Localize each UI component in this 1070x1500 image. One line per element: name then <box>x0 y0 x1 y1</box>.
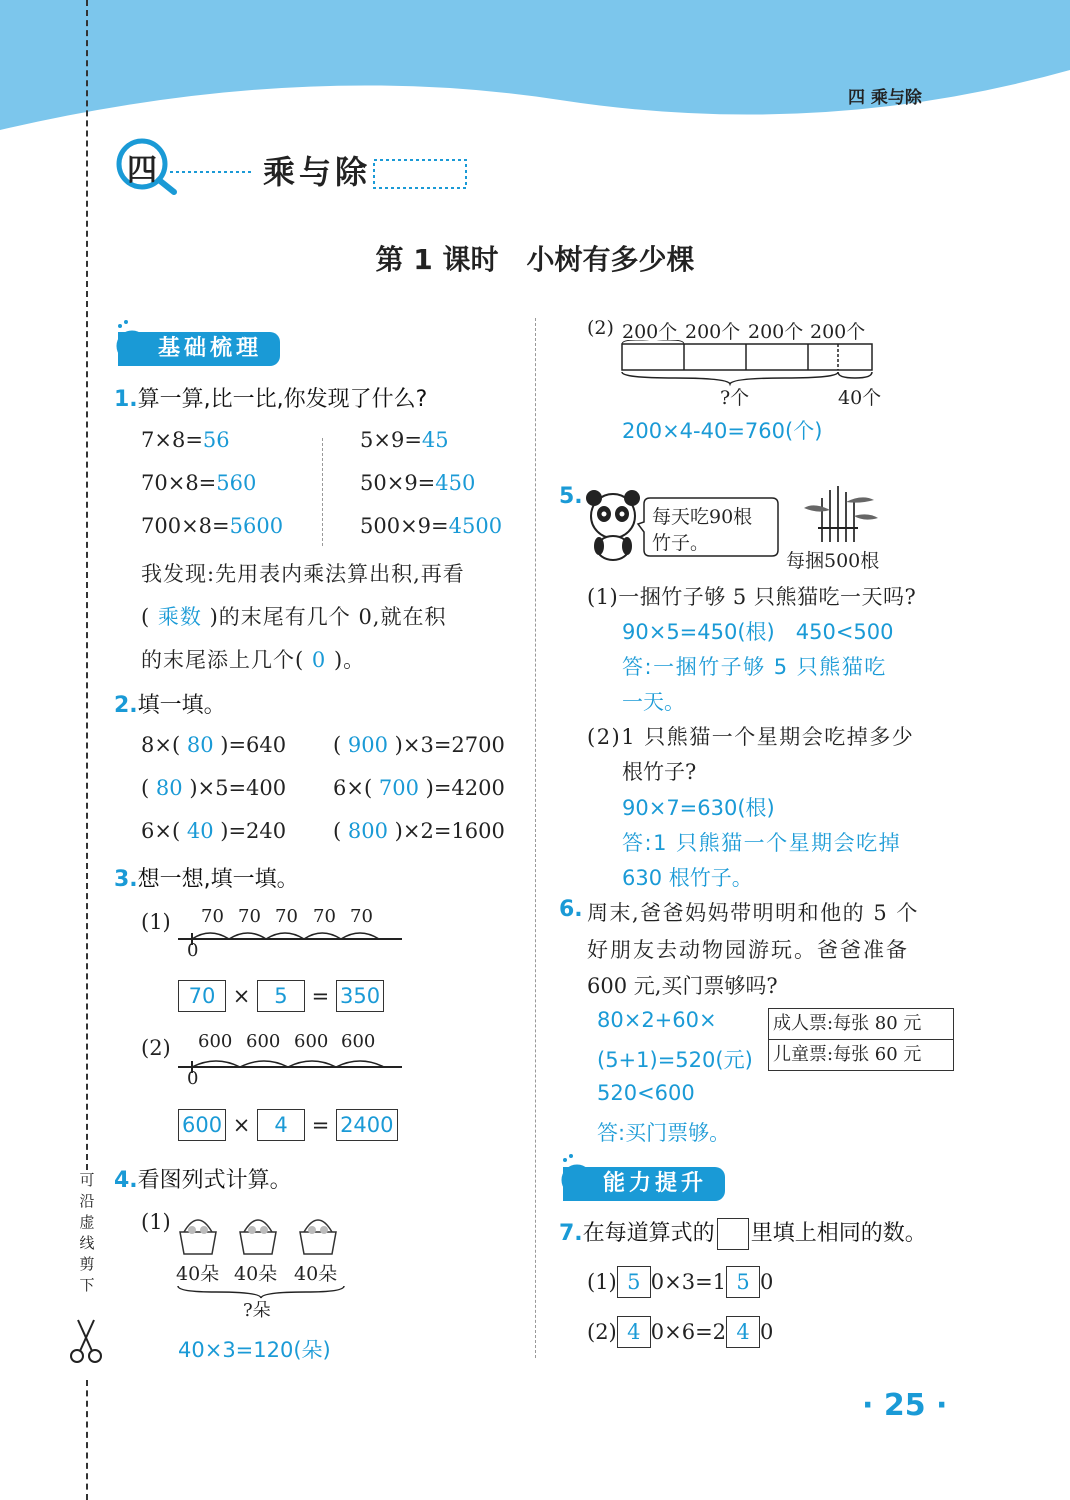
q6-calc-1: 80×2+60× <box>597 1008 717 1032</box>
q3-p1-zero: 0 <box>187 940 199 961</box>
q4-basket-2: 40朵 <box>294 1263 338 1285</box>
q5-s1-answer-1: 答:一捆竹子够 5 只熊猫吃 <box>622 655 887 679</box>
q4-p2-seg-3: 200个 <box>810 321 866 343</box>
q3-p1-label: (1) <box>141 910 171 934</box>
q4-p2-bar <box>620 340 878 388</box>
q3-p1-seg-0: 70 <box>201 906 224 927</box>
header-band <box>0 0 1070 135</box>
q6-text-1: 周末,爸爸妈妈带明明和他的 5 个 <box>587 901 919 925</box>
q5-s1-answer-2: 一天。 <box>622 690 685 714</box>
q3-p1-seg-1: 70 <box>238 906 261 927</box>
section-basic: 基础梳理 <box>118 332 280 366</box>
q5-s2-question-2: 根竹子? <box>622 760 697 784</box>
q2-row-0-left: 8×( 80 )=640 <box>141 733 287 757</box>
q5-s1-question: (1)一捆竹子够 5 只熊猫吃一天吗? <box>587 585 917 609</box>
q1-title: 1.算一算,比一比,你发现了什么? <box>114 387 428 412</box>
q3-p1-seg-4: 70 <box>350 906 373 927</box>
q4-p1-label: (1) <box>141 1210 171 1234</box>
q1-left-0: 7×8=56 <box>141 428 230 452</box>
q6-num: 6. <box>559 897 583 922</box>
q6-price-adult: 成人票:每张 80 元 <box>769 1009 953 1040</box>
flower-basket-icon <box>176 1208 346 1258</box>
q5-bubble-2: 竹子。 <box>652 532 710 554</box>
q6-calc-2: (5+1)=520(元) <box>597 1048 753 1072</box>
q4-p2-seg-1: 200个 <box>685 321 741 343</box>
q3-p2-zero: 0 <box>187 1068 199 1089</box>
q4-total: ?朵 <box>243 1300 271 1321</box>
q2-row-1-right: 6×( 700 )=4200 <box>333 776 505 800</box>
q7-title: 7.在每道算式的 里填上相同的数。 <box>559 1216 927 1250</box>
q6-price-box <box>768 1008 954 1071</box>
unit-num: 四 <box>127 153 157 188</box>
q1-right-1: 50×9=450 <box>360 471 476 495</box>
q1-finding-3: 的末尾添上几个( 0 )。 <box>141 648 366 672</box>
q3-p2-seg-2: 600 <box>294 1031 329 1052</box>
unit-title: 乘与除 <box>263 153 372 191</box>
q4-p2-part: 40个 <box>838 387 882 409</box>
q3-p1-seg-3: 70 <box>313 906 336 927</box>
q4-title: 4.看图列式计算。 <box>114 1168 292 1193</box>
q5-s2-question-1: (2)1 只熊猫一个星期会吃掉多少 <box>587 725 915 749</box>
q4-p1-answer: 40×3=120(朵) <box>178 1338 331 1362</box>
q4-basket-1: 40朵 <box>234 1263 278 1285</box>
cut-line <box>86 0 88 1170</box>
q6-text-2: 好朋友去动物园游玩。爸爸准备 <box>587 938 909 962</box>
q1-right-2: 500×9=4500 <box>360 514 503 538</box>
page-number: · 25 · <box>862 1388 948 1423</box>
q5-s2-calc: 90×7=630(根) <box>622 796 775 820</box>
q3-p1-equation: 70 × 5 = 350 <box>178 980 384 1012</box>
q2-row-1-left: ( 80 )×5=400 <box>141 776 287 800</box>
q7-p2: (2) 4 0×6=2 4 0 <box>587 1316 773 1348</box>
side-text: 可 沿 虚 线 剪 下 <box>79 1171 95 1294</box>
q1-left-2: 700×8=5600 <box>141 514 284 538</box>
lesson-title: 第 1 课时 小树有多少棵 <box>375 243 695 276</box>
cut-line-lower <box>86 1380 88 1500</box>
section-advanced: 能力提升 <box>563 1167 725 1201</box>
bamboo-icon <box>800 484 880 544</box>
q5-s2-answer-1: 答:1 只熊猫一个星期会吃掉 <box>622 831 902 855</box>
column-divider <box>535 318 536 1358</box>
q4-p2-answer: 200×4-40=760(个) <box>622 419 823 443</box>
q3-p2-label: (2) <box>141 1036 171 1060</box>
q4-p2-unknown: ?个 <box>720 387 750 409</box>
q1-finding-2: ( 乘数 )的末尾有几个 0,就在积 <box>141 605 447 629</box>
q2-row-2-left: 6×( 40 )=240 <box>141 819 287 843</box>
q4-basket-0: 40朵 <box>176 1263 220 1285</box>
q3-p2-seg-3: 600 <box>341 1031 376 1052</box>
q4-p2-seg-2: 200个 <box>748 321 804 343</box>
chapter-tag: 四 乘与除 <box>848 88 922 108</box>
q6-text-3: 600 元,买门票够吗? <box>587 974 778 998</box>
q6-price-child: 儿童票:每张 60 元 <box>773 1044 922 1065</box>
q7-p1: (1) 5 0×3=1 5 0 <box>587 1266 773 1298</box>
q3-p2-seg-1: 600 <box>246 1031 281 1052</box>
q6-calc-3: 520<600 <box>597 1081 695 1105</box>
scissors-icon <box>68 1318 104 1366</box>
q3-p2-seg-0: 600 <box>198 1031 233 1052</box>
q5-s1-calc: 90×5=450(根) 450<500 <box>622 620 894 644</box>
panda-icon <box>582 490 644 562</box>
q3-title: 3.想一想,填一填。 <box>114 867 299 892</box>
q2-title: 2.填一填。 <box>114 693 226 718</box>
q3-p2-equation: 600 × 4 = 2400 <box>178 1109 398 1141</box>
q2-row-0-right: ( 900 )×3=2700 <box>333 733 505 757</box>
q1-left-1: 70×8=560 <box>141 471 257 495</box>
q5-bundle: 每捆500根 <box>786 550 880 572</box>
q6-answer: 答:买门票够。 <box>597 1121 731 1145</box>
q1-finding-1: 我发现:先用表内乘法算出积,再看 <box>141 562 465 586</box>
q2-row-2-right: ( 800 )×2=1600 <box>333 819 505 843</box>
q5-s2-answer-2: 630 根竹子。 <box>622 866 753 890</box>
q5-bubble-1: 每天吃90根 <box>652 506 753 528</box>
q1-right-0: 5×9=45 <box>360 428 449 452</box>
q1-divider <box>322 438 323 546</box>
q4-p2-seg-0: 200个 <box>622 321 678 343</box>
q5-num: 5. <box>559 484 583 509</box>
q3-p1-seg-2: 70 <box>275 906 298 927</box>
q4-p2-label: (2) <box>587 317 614 339</box>
